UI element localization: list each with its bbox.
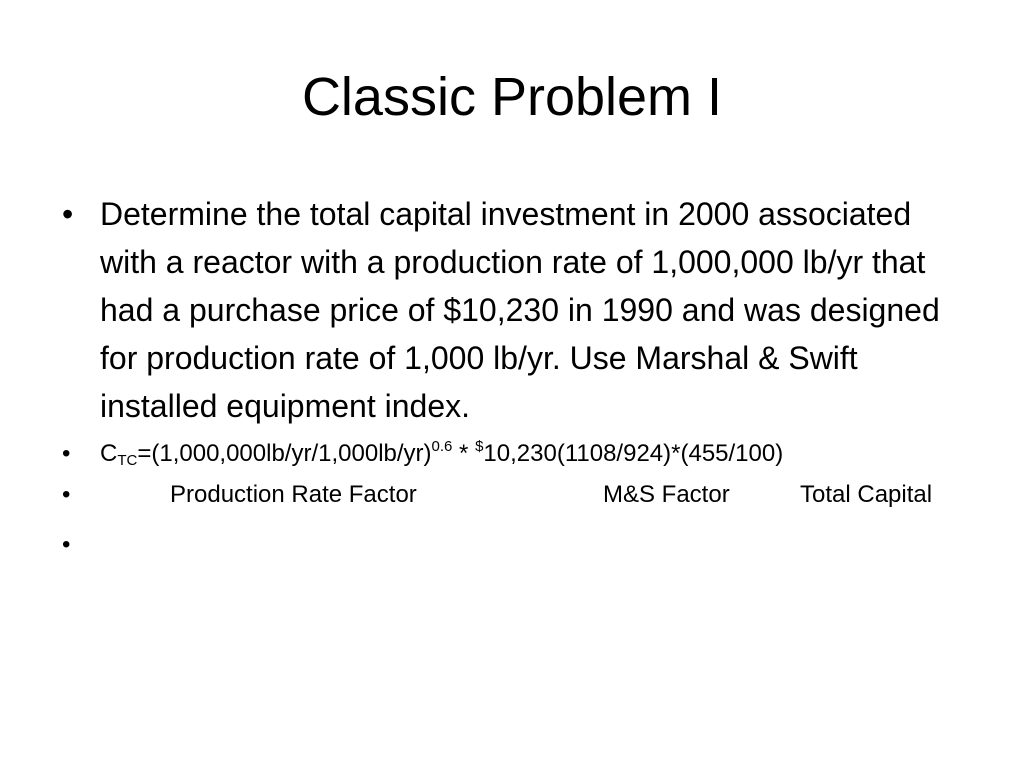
formula-dollar-sign: $ xyxy=(475,438,484,455)
ms-factor-label: M&S Factor xyxy=(603,481,730,508)
total-capital-label: Total Capital xyxy=(800,481,933,508)
formula-part-1: =(1,000,000lb/yr/1,000lb/yr) xyxy=(137,440,432,467)
bullet-problem-statement xyxy=(58,190,960,430)
factor-labels xyxy=(100,479,960,511)
bullet-formula xyxy=(58,438,958,470)
formula xyxy=(100,440,783,467)
bullet-factor-labels xyxy=(58,479,958,520)
formula-exponent: 0.6 xyxy=(431,438,453,455)
formula-subscript: TC xyxy=(117,452,138,469)
problem-text: Determine the total capital investment in 2000 associated with a reactor with a production rate of 1,000,000 lb/yr that had a purchase price of $10,230 in 1990 and was designed for production rate of 1,000 lb/yr. Use Marshal & Swift installed equipment index. xyxy=(100,196,940,424)
bullet-dot-icon: • xyxy=(62,481,71,508)
formula-symbol: C xyxy=(100,440,118,467)
production-rate-factor-label: Production Rate Factor xyxy=(170,481,417,508)
formula-part-3: 10,230(1108/924)*(455/100) xyxy=(483,440,784,467)
bullet-dot-icon: • xyxy=(62,196,74,232)
bullet-empty xyxy=(58,529,958,561)
slide-title: Classic Problem I xyxy=(301,67,723,127)
bullet-list xyxy=(58,190,958,570)
bullet-dot-icon: • xyxy=(62,531,71,558)
bullet-dot-icon: • xyxy=(62,440,71,467)
formula-part-2: * xyxy=(452,440,476,467)
